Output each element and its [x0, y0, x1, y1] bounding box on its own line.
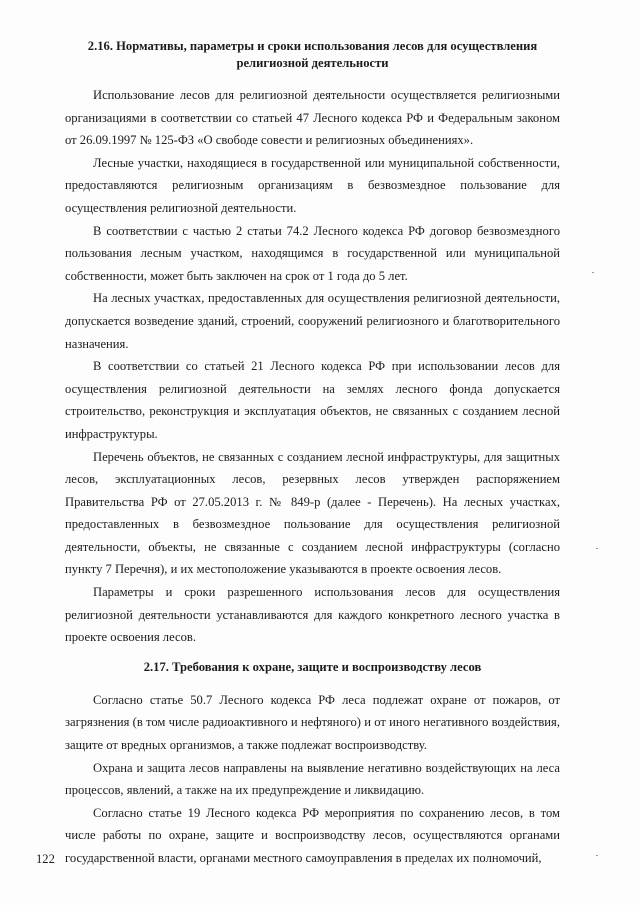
paragraph: Охрана и защита лесов направлены на выявление негативно воздействующих на леса процессов, явлений, а также на их предупреждение и ликвидацию. — [65, 760, 560, 798]
page-content — [65, 38, 560, 870]
paragraph: Согласно статье 19 Лесного кодекса РФ мероприятия по сохранению лесов, в том числе работы по охране, защите и воспроизводству лесов, осуществляются органами государственной власти, органами местного самоуправления в пределах их полномочий, — [65, 805, 560, 865]
page-number: 122 — [36, 852, 55, 866]
section-2-17-title: 2.17. Требования к охране, защите и воспроизводству лесов — [143, 659, 482, 674]
section-2-16-title-line1: 2.16. Нормативы, параметры и сроки использования лесов для осуществления — [87, 39, 538, 53]
section-2-16-title-line2: религиозной деятельности — [236, 56, 389, 70]
scan-speck — [592, 272, 594, 273]
scan-speck — [596, 548, 598, 549]
paragraph: Согласно статье 50.7 Лесного кодекса РФ леса подлежат охране от пожаров, от загрязнения (в том числе радиоактивного и нефтяного) и от иного негативного воздействия, защите от вредных организмов, а также подлежат воспроизводству. — [65, 692, 560, 753]
paragraph: Использование лесов для религиозной деятельности осуществляется религиозными организациями в соответствии со статьей 47 Лесного кодекса РФ и Федеральным законом от 26.09.1997 № 125-ФЗ «О свободе совести и религиозных объединениях». — [65, 88, 560, 148]
paragraph: На лесных участках, предоставленных для осуществления религиозной деятельности, допускается возведение зданий, строений, сооружений религиозного и благотворительного назначения. — [65, 291, 560, 351]
paragraph: В соответствии с частью 2 статьи 74.2 Лесного кодекса РФ договор безвозмездного пользования лесным участком, находящимся в государственной или муниципальной собственности, может быть заключен на срок от 1 года до 5 лет. — [65, 223, 560, 283]
paragraph: Параметры и сроки разрешенного использования лесов для осуществления религиозной деятельности устанавливаются для каждого конкретного лесного участка в проекте освоения лесов. — [65, 585, 560, 645]
paragraph: Лесные участки, находящиеся в государственной или муниципальной собственности, предоставляются религиозным организациям в безвозмездное пользование для осуществления религиозной деятельности. — [65, 155, 560, 215]
paragraph: В соответствии со статьей 21 Лесного кодекса РФ при использовании лесов для осуществления религиозной деятельности на землях лесного фонда допускается строительство, реконструкция и эксплуатация объектов, не связанных с созданием лесной инфраструктуры. — [65, 359, 560, 441]
paragraph: Перечень объектов, не связанных с созданием лесной инфраструктуры, для защитных лесов, эксплуатационных лесов, резервных лесов утвержден распоряжением Правительства РФ от 27.05.2013 г. № 849-р (далее - Перечень). На лесных участках, предоставленных в безвозмездное пользование для осуществления религиозной деятельности, объекты, не связанные с созданием лесной инфраструктуры (согласно пункту 7 Перечня), и их местоположение указываются в проекте освоения лесов. — [65, 449, 560, 577]
section-2-16-title — [65, 38, 560, 72]
scan-speck — [596, 855, 598, 856]
